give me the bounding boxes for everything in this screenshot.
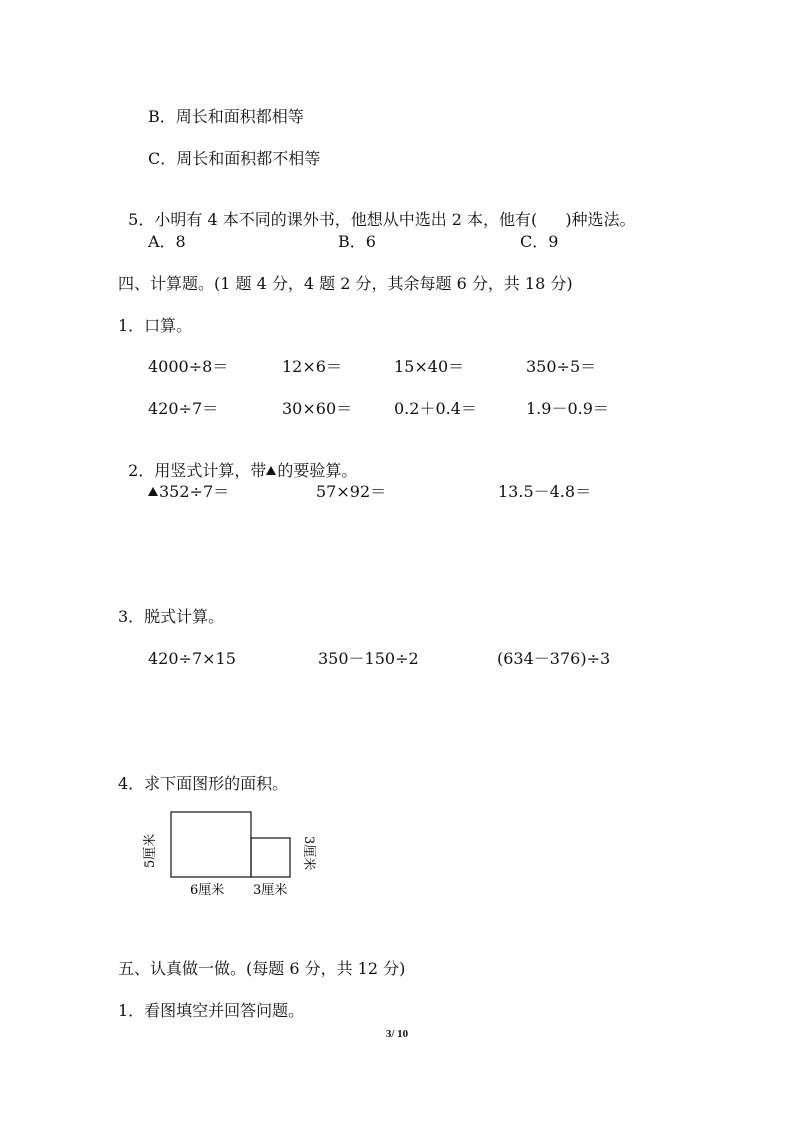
big-height-label: 5厘米 xyxy=(143,833,158,868)
small-square xyxy=(251,838,290,877)
small-width-label: 3厘米 xyxy=(253,883,288,898)
q5-option-b: B．6 xyxy=(338,232,376,251)
p1-title: 1．口算。 xyxy=(118,316,193,335)
p1-r2-item: 420÷7＝ xyxy=(148,399,219,418)
p4-title: 4．求下面图形的面积。 xyxy=(118,774,289,793)
p1-r2-item: 1.9－0.9＝ xyxy=(526,399,609,418)
p2-item-2: 57×92＝ xyxy=(316,482,387,501)
triangle-icon xyxy=(148,487,158,496)
p1-r1-item: 12×6＝ xyxy=(282,357,342,376)
q5-stem xyxy=(118,190,636,230)
p1-r1-item: 350÷5＝ xyxy=(526,357,597,376)
big-width-label: 6厘米 xyxy=(190,883,225,898)
p3-title: 3．脱式计算。 xyxy=(118,607,225,626)
p3-item-2: 350－150÷2 xyxy=(318,649,419,668)
q5-option-c: C．9 xyxy=(520,232,559,251)
page-number: 3/ 10 xyxy=(385,1028,409,1040)
p2-title xyxy=(118,441,357,481)
p2-item-1 xyxy=(148,482,229,502)
q4-option-b: B．周长和面积都相等 xyxy=(148,107,304,126)
p3-item-1: 420÷7×15 xyxy=(148,649,236,668)
p1-r1-item: 4000÷8＝ xyxy=(148,357,229,376)
p1-r1-item: 15×40＝ xyxy=(394,357,465,376)
p2-item-text: 352÷7＝ xyxy=(159,482,230,501)
q4-option-c: C．周长和面积都不相等 xyxy=(148,149,321,168)
big-rectangle xyxy=(171,812,251,877)
p3-item-3: (634－376)÷3 xyxy=(497,649,611,668)
p1-r2-item: 0.2＋0.4＝ xyxy=(394,399,477,418)
p2-title-before: 2．用竖式计算，带 xyxy=(128,461,267,480)
section5-heading: 五、认真做一做。(每题 6 分，共 12 分) xyxy=(118,959,406,978)
triangle-icon xyxy=(266,466,276,475)
p2-item-3: 13.5－4.8＝ xyxy=(498,482,592,501)
p1-r2-item: 30×60＝ xyxy=(282,399,353,418)
q5-stem-after: )种选法。 xyxy=(565,210,636,229)
section4-heading: 四、计算题。(1 题 4 分，4 题 2 分，其余每题 6 分，共 18 分) xyxy=(118,274,573,293)
small-height-label: 3厘米 xyxy=(301,836,316,871)
s5-p1-title: 1．看图填空并回答问题。 xyxy=(118,1001,305,1020)
q5-option-a: A．8 xyxy=(148,232,186,251)
q5-stem-before: 5．小明有 4 本不同的课外书，他想从中选出 2 本，他有( xyxy=(128,210,538,229)
area-figure xyxy=(140,808,340,904)
p2-title-after: 的要验算。 xyxy=(277,461,358,480)
